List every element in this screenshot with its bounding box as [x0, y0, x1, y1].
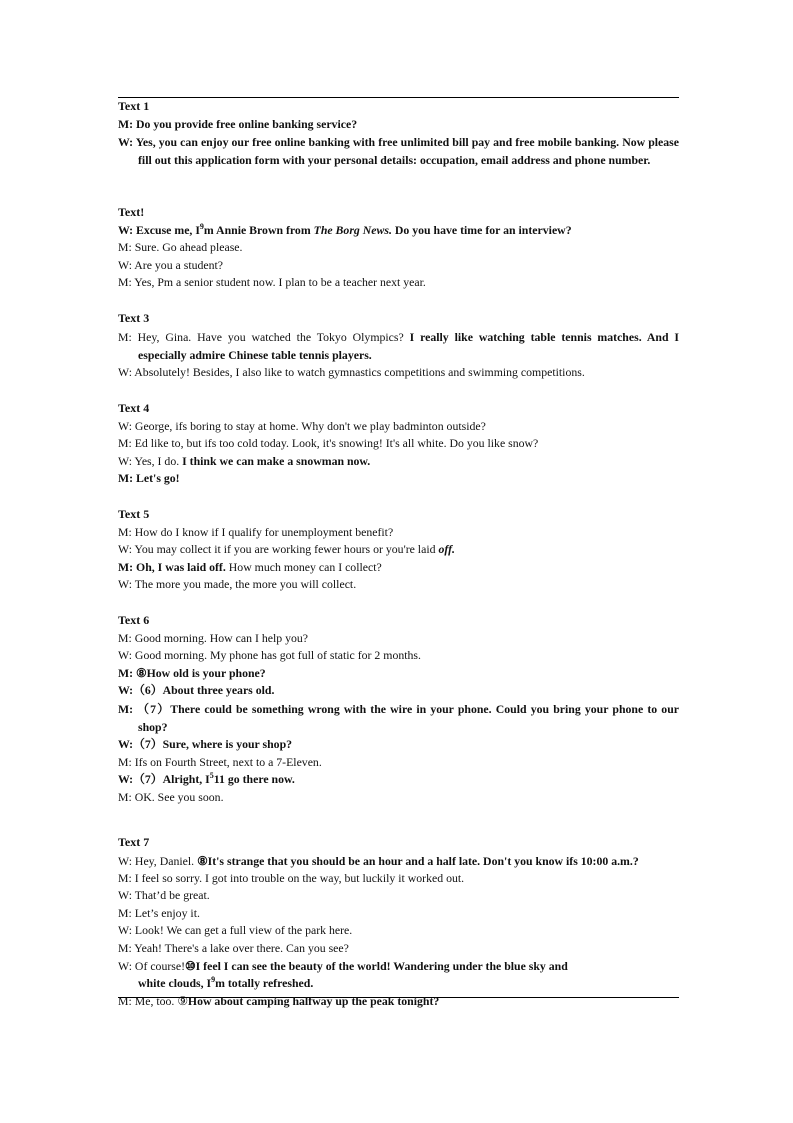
dialogue-line: M: How do I know if I qualify for unemployment benefit?	[118, 524, 394, 539]
publication-name: The Borg News.	[313, 222, 392, 237]
dialogue-line: W: George, ifs boring to stay at home. Why don't we play badminton outside?	[118, 418, 486, 433]
line-part: white clouds, I	[138, 976, 212, 991]
dialogue-line: M: Sure. Go ahead please.	[118, 240, 243, 255]
line-part: W: Excuse me, I	[118, 222, 200, 237]
dialogue-line: W: Are you a student?	[118, 257, 224, 272]
line-part: off.	[438, 542, 455, 557]
section-title: Text 6	[118, 613, 150, 627]
dialogue-line: W: Absolutely! Besides, I also like to watch gymnastics competitions and swimming competitions.	[118, 364, 585, 379]
section-text4	[118, 400, 679, 488]
dialogue-line: M: ⑧How old is your phone?	[118, 665, 266, 680]
dialogue-line: M: Do you provide free online banking service?	[118, 116, 358, 131]
dialogue-line: W: Good morning. My phone has got full of static for 2 months.	[118, 648, 421, 663]
dialogue-line: W:（7）Sure, where is your shop?	[118, 736, 293, 751]
dialogue-line	[118, 958, 679, 976]
section-title: Text!	[118, 205, 145, 219]
section-text2	[118, 204, 679, 292]
line-part: W: You may collect it if you are working fewer hours or you're laid	[118, 542, 439, 557]
dialogue-line	[118, 771, 679, 789]
section-title: Text 3	[118, 311, 150, 325]
line-part: I think we can make a snowman now.	[182, 453, 371, 468]
line-part: M: Hey, Gina. Have you watched the Tokyo Olympics?	[118, 329, 410, 344]
dialogue-line: M: （7）There could be something wrong with the wire in your phone. Could you bring your phone to our shop?	[118, 701, 679, 734]
line-part: Do you have time for an interview?	[391, 222, 572, 237]
line-part: 11 go there now.	[213, 772, 295, 787]
dialogue-line: M: Yeah! There's a lake over there. Can you see?	[118, 940, 349, 955]
line-part: ⑧It's strange that you should be an hour and a half late. Don't you know ifs 10:00 a.m.?	[197, 853, 639, 868]
dialogue-line: M: Ed like to, but ifs too cold today. Look, it's snowing! It's all white. Do you like snow?	[118, 436, 539, 451]
dialogue-line: W: Yes, you can enjoy our free online banking with free unlimited bill pay and free mobile banking. Now please fill out this application form with your personal details: occupation, email address and phone number.	[118, 135, 679, 168]
dialogue-line	[118, 328, 679, 364]
line-part: I really like watching table tennis matches. And I especially admire Chinese table tennis players.	[138, 329, 679, 362]
dialogue-line	[118, 222, 679, 240]
dialogue-line: M: Let’s enjoy it.	[118, 905, 200, 920]
dialogue-line: W: The more you made, the more you will collect.	[118, 577, 357, 592]
superscript: 9	[199, 221, 204, 231]
line-part: m Annie Brown from	[203, 222, 314, 237]
dialogue-line	[118, 453, 679, 471]
dialogue-line	[118, 852, 679, 870]
section-title: Text 5	[118, 507, 150, 521]
section-text6	[118, 612, 679, 806]
section-text7	[118, 834, 679, 1010]
dialogue-line: M: Ifs on Fourth Street, next to a 7-Eleven.	[118, 754, 322, 769]
dialogue-line: M: Good morning. How can I help you?	[118, 630, 309, 645]
section-title: Text 1	[118, 99, 150, 113]
section-title: Text 4	[118, 401, 150, 415]
dialogue-line: M: Yes, Pm a senior student now. I plan to be a teacher next year.	[118, 275, 426, 290]
line-part: M: Oh, I was laid off.	[118, 559, 226, 574]
dialogue-line	[118, 559, 679, 577]
superscript: 5	[209, 771, 214, 781]
section-text3	[118, 310, 679, 381]
dialogue-line	[118, 541, 679, 559]
section-title: Text 7	[118, 835, 150, 849]
dialogue-line	[118, 975, 679, 993]
line-part: W: Yes, I do.	[118, 453, 183, 468]
line-part: M: Me, too. ⑨	[118, 993, 188, 1008]
line-part: How much money can I collect?	[225, 559, 382, 574]
dialogue-line	[118, 993, 679, 1011]
section-text5	[118, 506, 679, 594]
dialogue-line: M: Let's go!	[118, 471, 180, 486]
dialogue-line: W:（6）About three years old.	[118, 683, 275, 698]
line-part: W: Hey, Daniel.	[118, 853, 198, 868]
dialogue-line: W: Look! We can get a full view of the park here.	[118, 923, 353, 938]
line-part: W: Of course!	[118, 958, 186, 973]
line-part: W:（7）Alright, I	[118, 772, 210, 787]
dialogue-line: M: OK. See you soon.	[118, 789, 224, 804]
dialogue-line: M: I feel so sorry. I got into trouble on the way, but luckily it worked out.	[118, 870, 465, 885]
section-text1	[118, 98, 679, 169]
line-part: How about camping halfway up the peak tonight?	[187, 993, 440, 1008]
superscript: 9	[211, 975, 216, 985]
line-part: m totally refreshed.	[215, 976, 314, 991]
dialogue-line: W: That’d be great.	[118, 888, 210, 903]
line-part: ⑩I feel I can see the beauty of the world! Wandering under the blue sky and	[185, 958, 568, 973]
